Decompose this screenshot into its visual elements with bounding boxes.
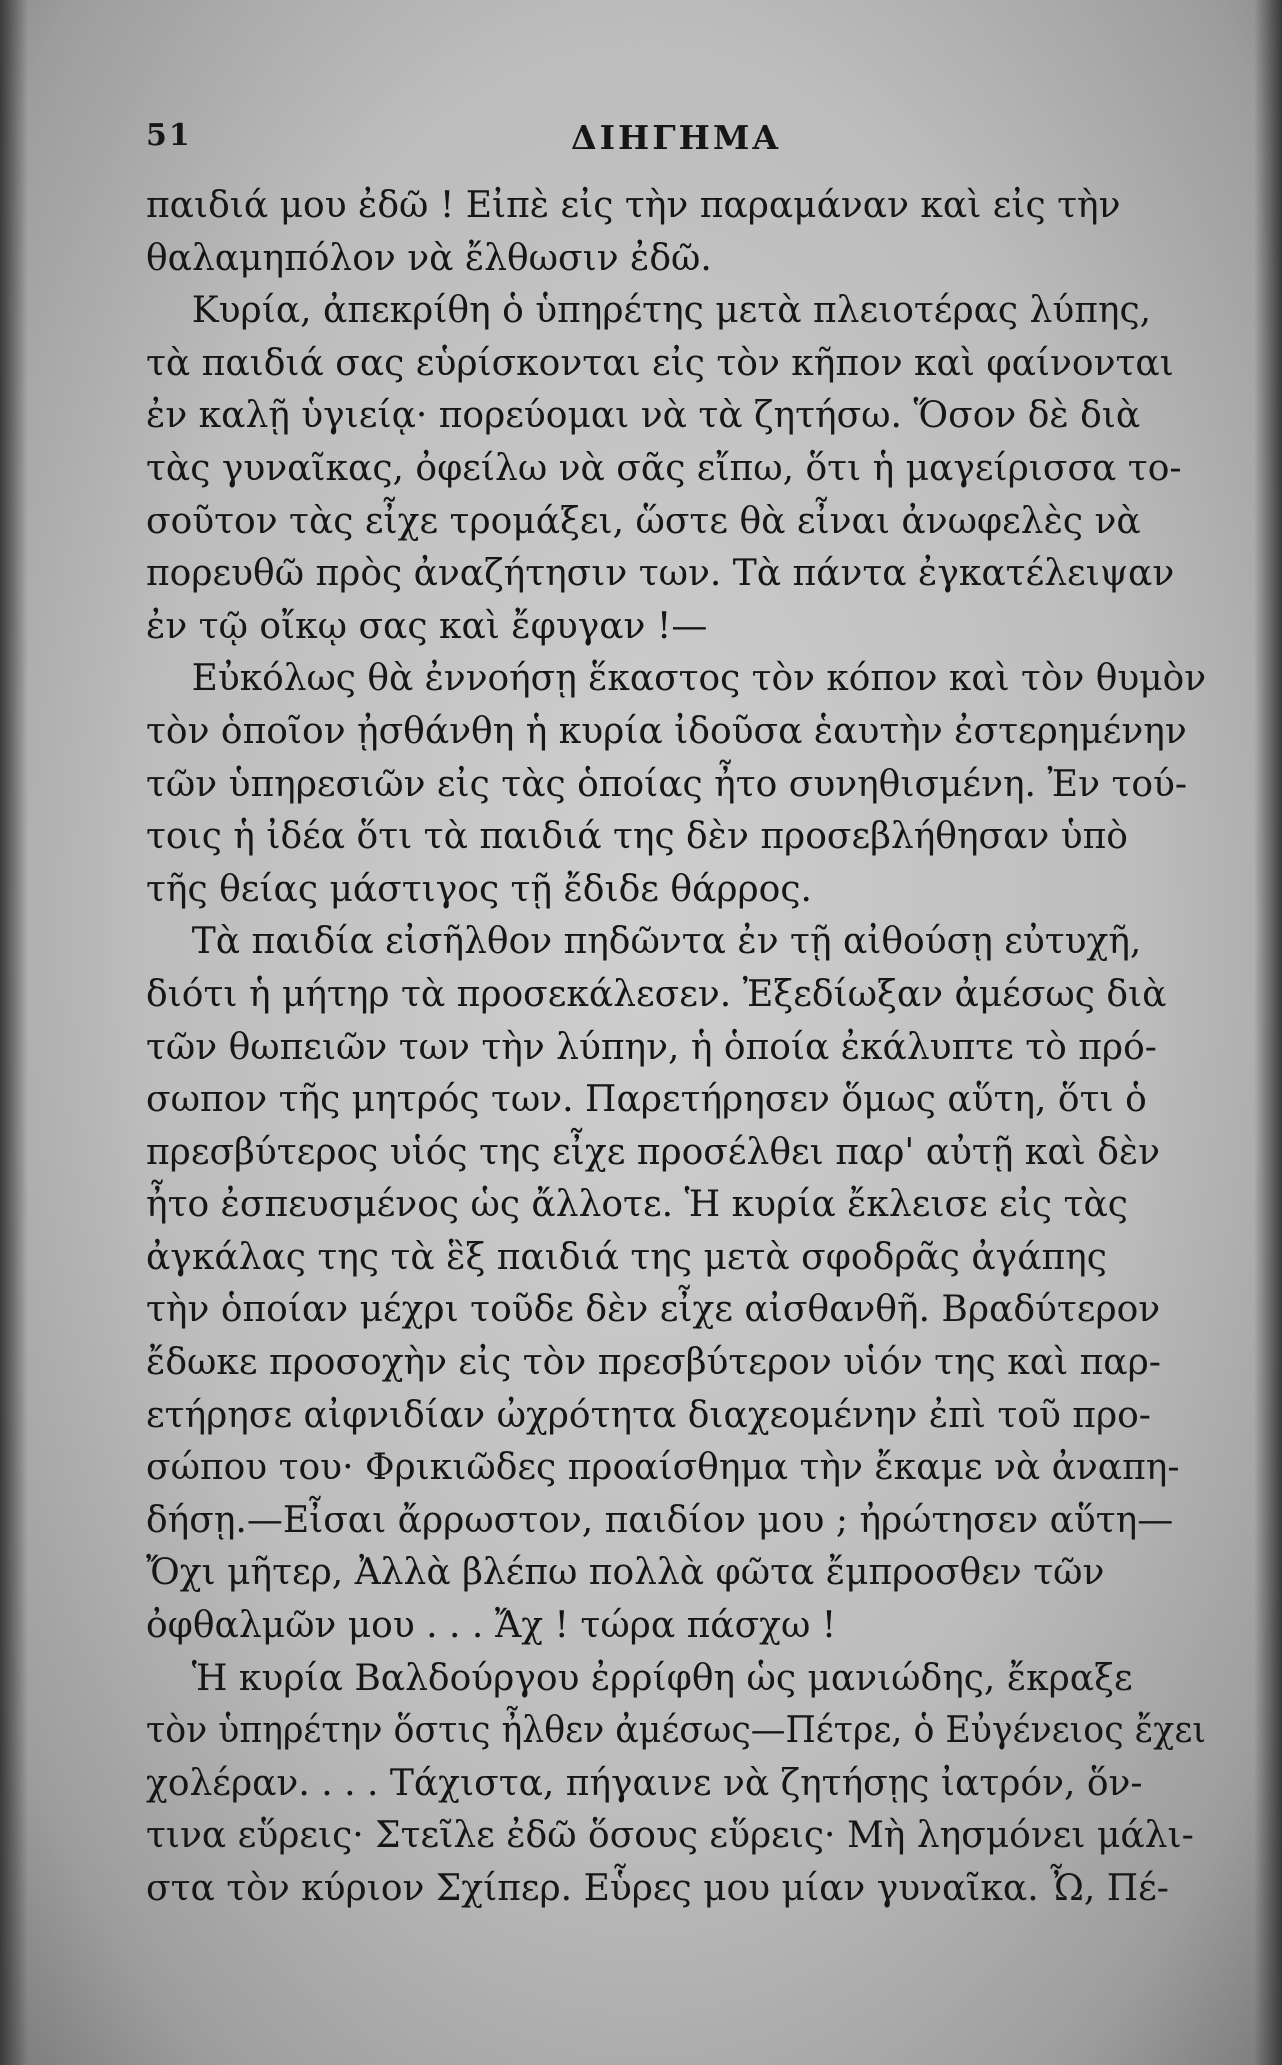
text-line: τὴν ὁποίαν μέχρι τοῦδε δὲν εἶχε αἰσθανθῆ. Βραδύτερον xyxy=(146,1289,1161,1331)
text-line: ετήρησε αἰφνιδίαν ὠχρότητα διαχεομένην ἐπὶ τοῦ προ- xyxy=(146,1394,1151,1436)
text-line: Ὄχι μῆτερ, Ἀλλὰ βλέπω πολλὰ φῶτα ἔμπροσθεν τῶν xyxy=(146,1552,1105,1594)
running-title: ΔΙΗΓΗΜΑ xyxy=(571,118,781,157)
page-number: 51 xyxy=(146,118,192,153)
text-line: πρεσβύτερος υἱός της εἶχε προσέλθει παρ' αὐτῇ καὶ δὲν xyxy=(146,1131,1161,1173)
text-line: τῶν θωπειῶν των τὴν λύπην, ἡ ὁποία ἐκάλυπτε τὸ πρό- xyxy=(146,1026,1157,1068)
text-line: ὀφθαλμῶν μου . . . Ἄχ ! τώρα πάσχω ! xyxy=(146,1605,837,1647)
text-line: Εὐκόλως θὰ ἐννοήσῃ ἕκαστος τὸν κόπον καὶ τὸν θυμὸν xyxy=(146,658,1207,700)
text-line: διότι ἡ μήτηρ τὰ προσεκάλεσεν. Ἐξεδίωξαν ἀμέσως διὰ xyxy=(146,973,1167,1015)
text-line: ἀγκάλας της τὰ ἓξ παιδιά της μετὰ σφοδρᾶς ἀγάπης xyxy=(146,1236,1107,1278)
text-line: σοῦτον τὰς εἶχε τρομάξει, ὥστε θὰ εἶναι ἀνωφελὲς νὰ xyxy=(146,500,1141,542)
page-left-shadow xyxy=(0,0,28,2065)
text-line: Κυρία, ἀπεκρίθη ὁ ὑπηρέτης μετὰ πλειοτέρας λύπης, xyxy=(146,290,1152,332)
text-line: τὰς γυναῖκας, ὀφείλω νὰ σᾶς εἴπω, ὅτι ἡ μαγείρισσα το- xyxy=(146,447,1182,489)
body-text xyxy=(146,180,1206,1916)
text-line: ἐν καλῇ ὑγιείᾳ· πορεύομαι νὰ τὰ ζητήσω. Ὅσον δὲ διὰ xyxy=(146,395,1141,437)
text-line: θαλαμηπόλον νὰ ἔλθωσιν ἐδῶ. xyxy=(146,237,712,279)
text-line: δήσῃ.—Εἶσαι ἄρρωστον, παιδίον μου ; ἠρώτησεν αὕτη— xyxy=(146,1499,1174,1541)
text-line: τὸν ὁποῖον ᾐσθάνθη ἡ κυρία ἰδοῦσα ἑαυτὴν ἐστερημένην xyxy=(146,710,1187,752)
text-line: ἦτο ἐσπευσμένος ὡς ἄλλοτε. Ἡ κυρία ἔκλεισε εἰς τὰς xyxy=(146,1184,1128,1226)
running-head xyxy=(146,118,1206,168)
text-line: τῆς θείας μάστιγος τῇ ἔδιδε θάρρος. xyxy=(146,868,812,910)
text-line: πορευθῶ πρὸς ἀναζήτησιν των. Τὰ πάντα ἐγκατέλειψαν xyxy=(146,553,1175,595)
text-line: τῶν ὑπηρεσιῶν εἰς τὰς ὁποίας ἦτο συνηθισμένη. Ἐν τού- xyxy=(146,763,1188,805)
text-line: τὸν ὑπηρέτην ὅστις ἦλθεν ἀμέσως—Πέτρε, ὁ Εὐγένειος ἔχει xyxy=(146,1710,1206,1752)
page-right-shadow xyxy=(1254,0,1282,2065)
text-line: τὰ παιδιά σας εὑρίσκονται εἰς τὸν κῆπον καὶ φαίνονται xyxy=(146,342,1174,384)
text-line: παιδιά μου ἐδῶ ! Εἰπὲ εἰς τὴν παραμάναν καὶ εἰς τὴν xyxy=(146,185,1121,226)
text-line: χολέραν. . . . Τάχιστα, πήγαινε νὰ ζητήσῃς ἰατρόν, ὅν- xyxy=(146,1762,1143,1804)
text-line: Ἡ κυρία Βαλδούργου ἐρρίφθη ὡς μανιώδης, ἔκραξε xyxy=(146,1657,1133,1699)
text-line: ἐν τῷ οἴκῳ σας καὶ ἔφυγαν !— xyxy=(146,605,708,647)
text-line: ἔδωκε προσοχὴν εἰς τὸν πρεσβύτερον υἱόν της καὶ παρ- xyxy=(146,1342,1161,1384)
text-line: τοις ἡ ἰδέα ὅτι τὰ παιδιά της δὲν προσεβλήθησαν ὑπὸ xyxy=(146,816,1128,858)
text-line: σωπον τῆς μητρός των. Παρετήρησεν ὅμως αὕτη, ὅτι ὁ xyxy=(146,1079,1147,1121)
text-line: σώπου του· Φρικιῶδες προαίσθημα τὴν ἔκαμε νὰ ἀναπη- xyxy=(146,1447,1180,1489)
text-line: τινα εὕρεις· Στεῖλε ἐδῶ ὅσους εὕρεις· Μὴ λησμόνει μάλι- xyxy=(146,1815,1194,1857)
text-line: στα τὸν κύριον Σχίπερ. Εὗρες μου μίαν γυναῖκα. Ὦ, Πέ- xyxy=(146,1868,1169,1909)
text-line: Τὰ παιδία εἰσῆλθον πηδῶντα ἐν τῇ αἰθούσῃ εὐτυχῆ, xyxy=(146,921,1142,963)
